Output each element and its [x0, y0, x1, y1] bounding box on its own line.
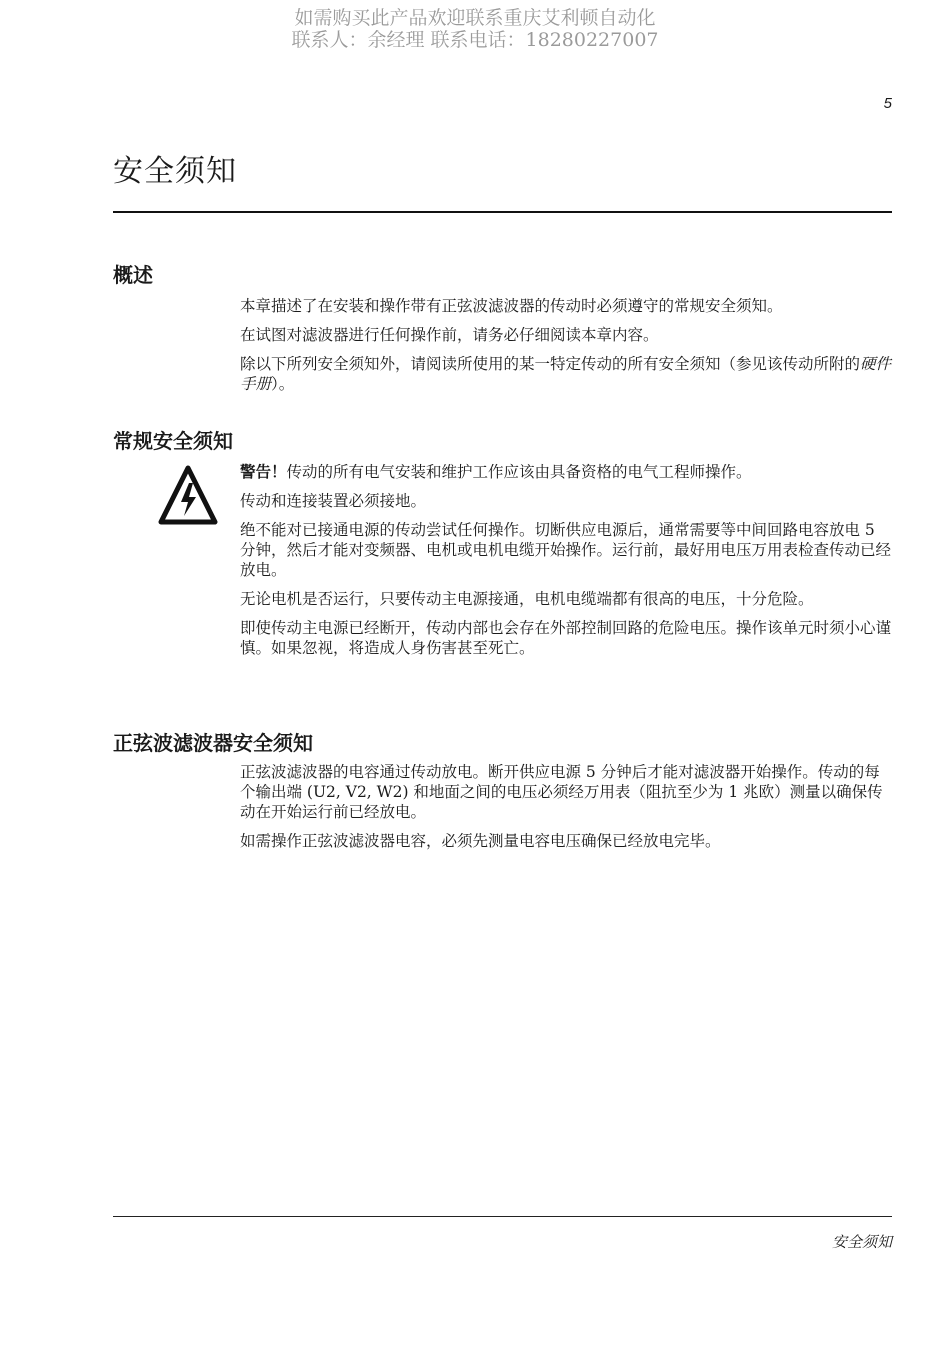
warning-label: 警告！	[240, 463, 287, 481]
sine-filter-paragraph-1: 正弦波滤波器的电容通过传动放电。断开供应电源 5 分钟后才能对滤波器开始操作。传动的每个输出端 (U2, V2, W2) 和地面之间的电压必须经万用表（阻抗至少为 1 兆欧）测量以确保传动在开始运行前已经放电。	[240, 763, 883, 821]
watermark-line-2: 联系人：余经理 联系电话：18280227007	[291, 29, 659, 51]
general-safety-body	[240, 462, 892, 667]
sine-filter-paragraph-2: 如需操作正弦波滤波器电容，必须先测量电容电压确保已经放电完毕。	[240, 832, 721, 850]
overview-p3-suffix: ）。	[271, 375, 295, 393]
chapter-title: 安全须知	[113, 154, 237, 189]
overview-paragraph-3	[240, 354, 892, 394]
page-number: 5	[883, 95, 892, 112]
general-paragraph-4: 无论电机是否运行，只要传动主电源接通，电机电缆端都有很高的电压，十分危险。	[240, 590, 814, 608]
electric-hazard-warning-icon	[158, 464, 218, 526]
footer-chapter-name: 安全须知	[831, 1233, 892, 1251]
overview-body	[240, 296, 892, 403]
hardware-manual-reference: 硬件手册	[240, 355, 892, 393]
sine-filter-safety-heading: 正弦波滤波器安全须知	[113, 731, 313, 755]
title-divider	[113, 211, 892, 213]
footer-divider	[113, 1216, 892, 1217]
overview-heading: 概述	[113, 263, 153, 287]
overview-paragraph-2: 在试图对滤波器进行任何操作前，请务必仔细阅读本章内容。	[240, 326, 659, 344]
overview-paragraph-1: 本章描述了在安装和操作带有正弦波滤波器的传动时必须遵守的常规安全须知。	[240, 297, 783, 315]
overview-p3-prefix: 除以下所列安全须知外，请阅读所使用的某一特定传动的所有安全须知（参见该传动所附的	[240, 355, 861, 373]
watermark-line-1: 如需购买此产品欢迎联系重庆艾利顿自动化	[294, 7, 656, 29]
general-paragraph-3: 绝不能对已接通电源的传动尝试任何操作。切断供应电源后，通常需要等中间回路电容放电 5 分钟，然后才能对变频器、电机或电机电缆开始操作。运行前，最好用电压万用表检查传动已经放电。	[240, 521, 892, 579]
warning-text: 传动的所有电气安装和维护工作应该由具备资格的电气工程师操作。	[286, 463, 752, 481]
sine-filter-safety-body	[240, 762, 892, 860]
warning-paragraph	[240, 462, 892, 482]
general-paragraph-2: 传动和连接装置必须接地。	[240, 492, 427, 510]
general-paragraph-5: 即使传动主电源已经断开，传动内部也会存在外部控制回路的危险电压。操作该单元时须小心谨慎。如果忽视，将造成人身伤害甚至死亡。	[240, 619, 892, 657]
general-safety-heading: 常规安全须知	[113, 429, 233, 453]
